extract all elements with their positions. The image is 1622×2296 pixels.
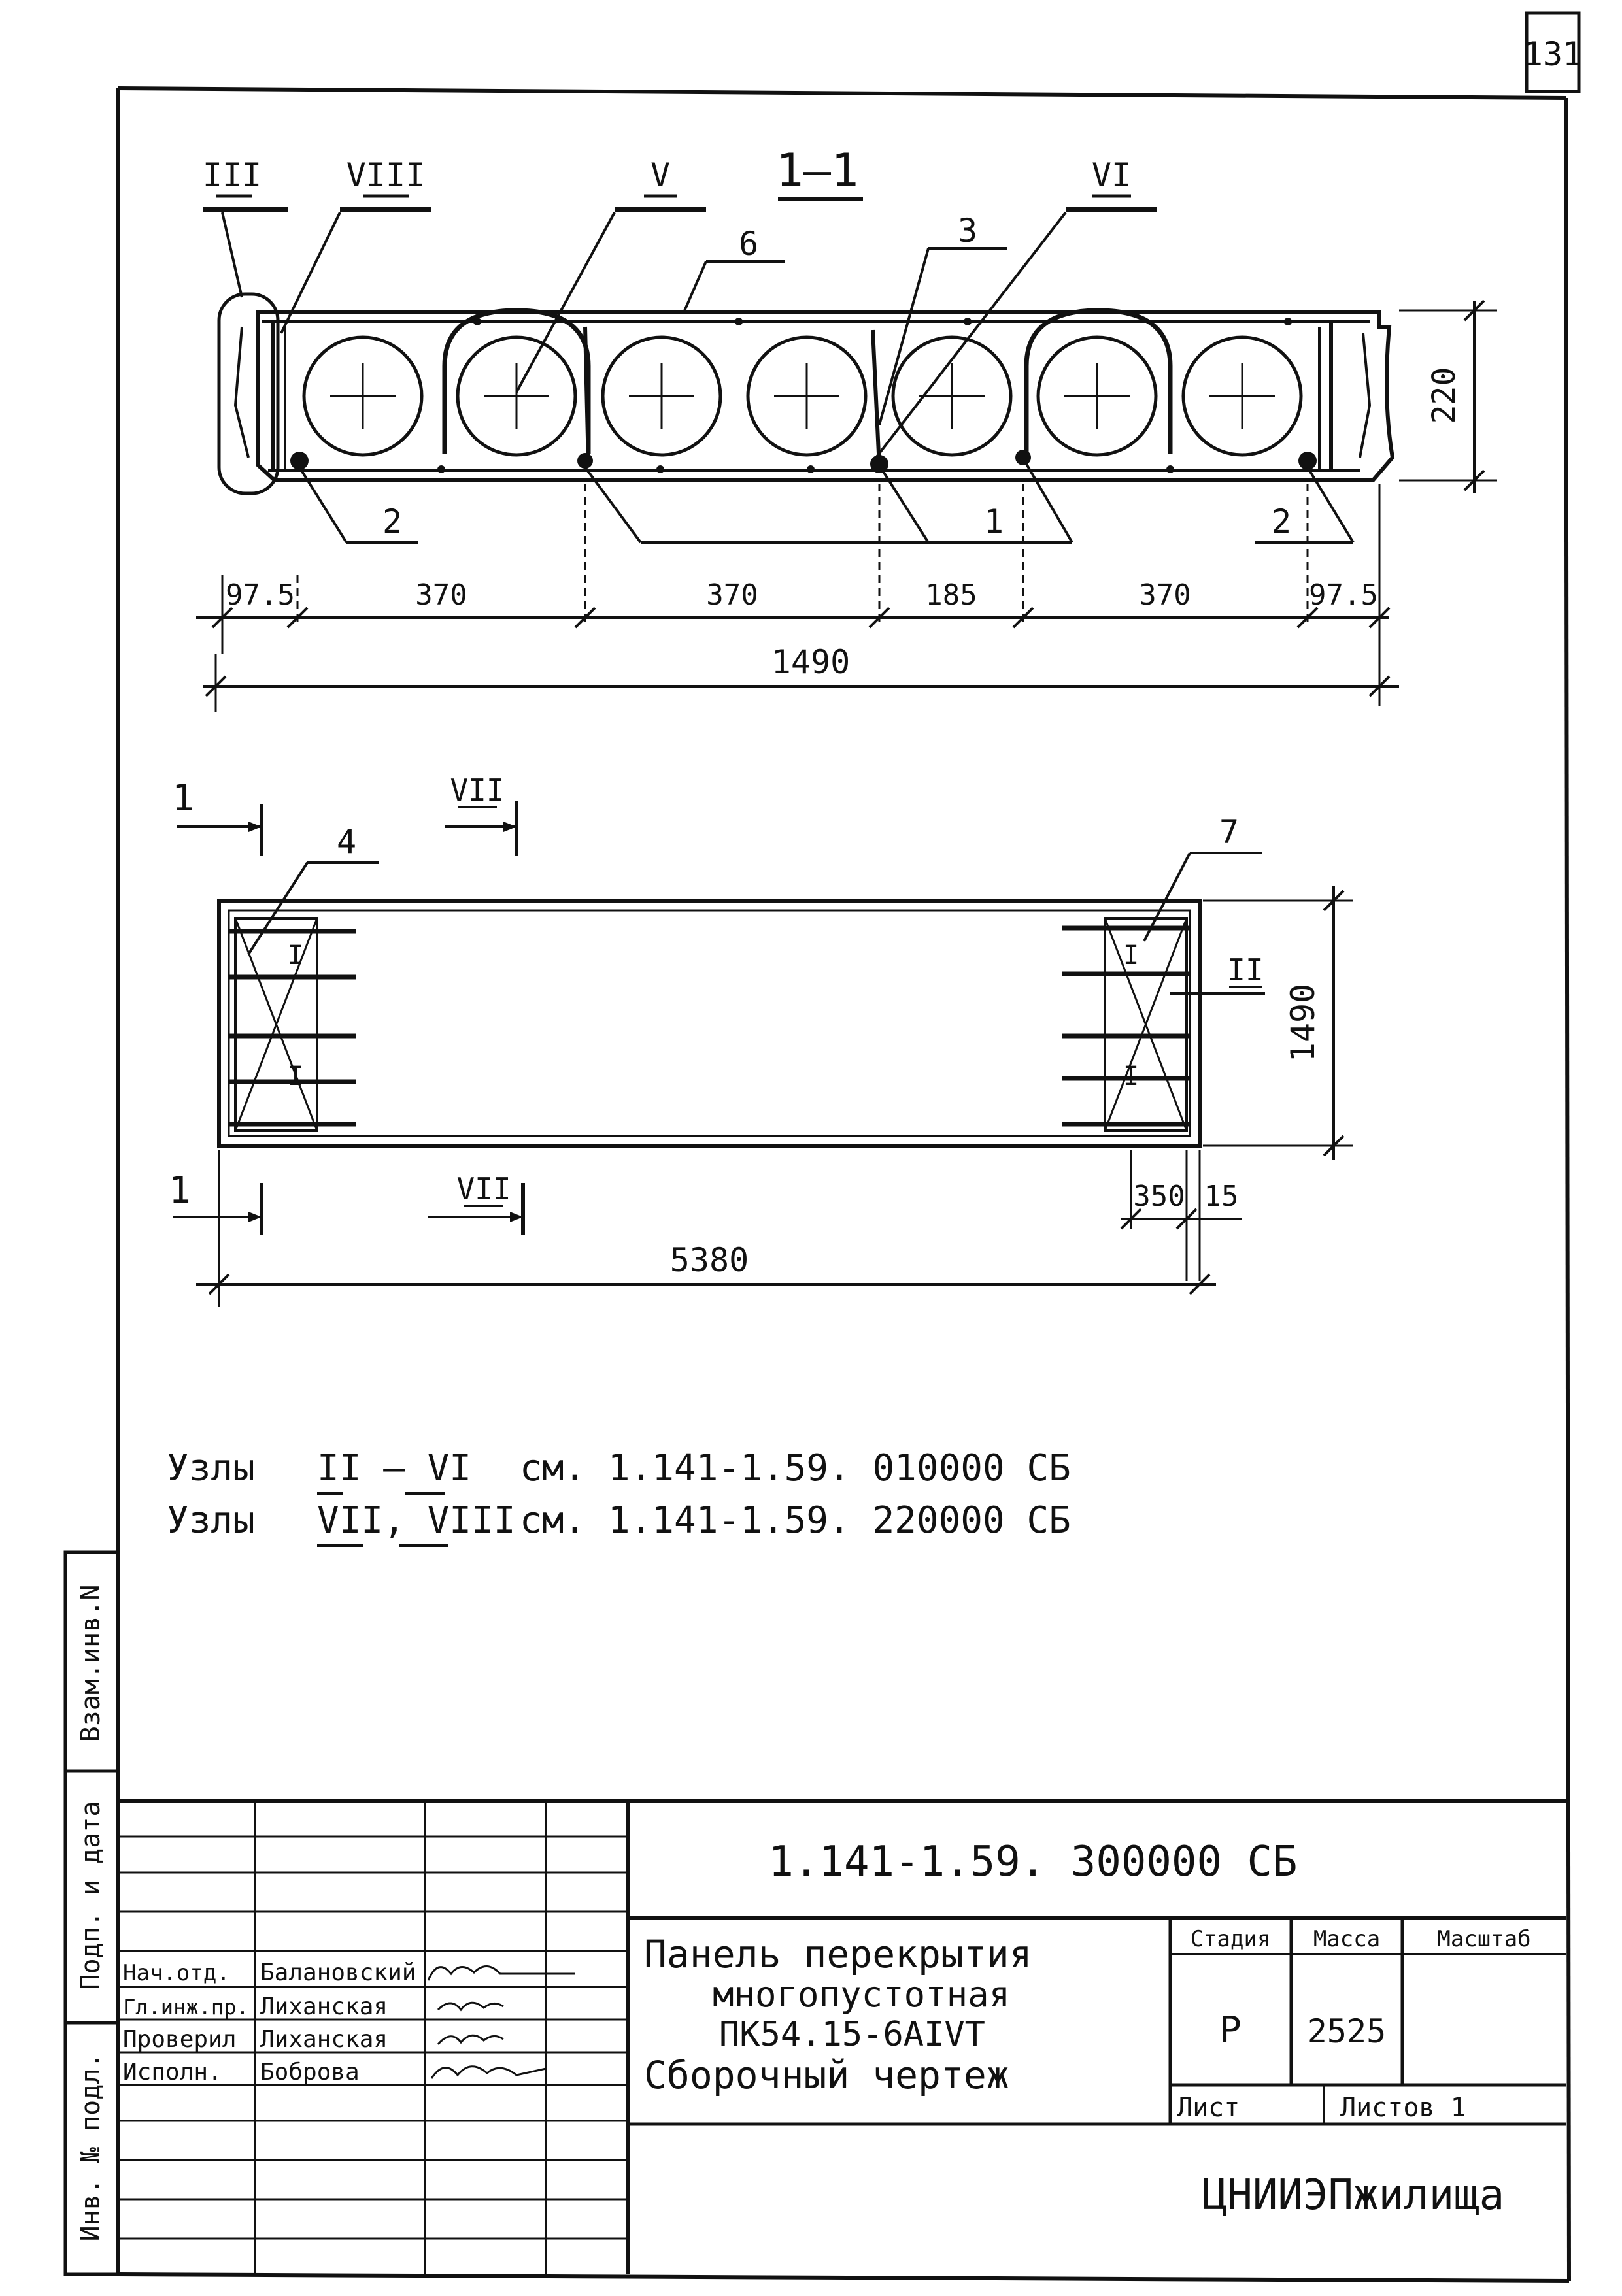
position-label-3: 3 bbox=[957, 212, 978, 250]
side-stamp bbox=[65, 1552, 118, 2274]
name-head-of-department: Балановский bbox=[260, 1959, 416, 1986]
plan-width-dim: 1490 bbox=[1284, 983, 1322, 1063]
mass-value: 2525 bbox=[1307, 2012, 1387, 2050]
note-1-nodes: II – VI bbox=[317, 1447, 472, 1489]
note-2-prefix: Узлы bbox=[167, 1499, 255, 1542]
stage-header: Стадия bbox=[1190, 1926, 1271, 1952]
mass-header: Масса bbox=[1313, 1926, 1381, 1952]
title-line-2: многопустотная bbox=[713, 1974, 1011, 2015]
slot-mark-right-1: I bbox=[1123, 940, 1140, 971]
section-dim-2: 370 bbox=[706, 578, 758, 612]
role-head-of-department: Нач.отд. bbox=[123, 1960, 230, 1986]
note-1-prefix: Узлы bbox=[167, 1447, 255, 1489]
sheet-number: 131 bbox=[1523, 35, 1583, 73]
handwritten-signatures bbox=[428, 1966, 575, 2078]
notes bbox=[167, 1447, 1071, 1546]
title-line-4: Сборочный чертеж bbox=[644, 2053, 1009, 2097]
node-callout-v: V bbox=[650, 156, 671, 194]
section-dim-right-edge: 97.5 bbox=[1309, 578, 1378, 612]
node-callout-viii: VIII bbox=[346, 156, 426, 194]
role-executed: Исполн. bbox=[123, 2059, 222, 2086]
sheets-count: Листов 1 bbox=[1340, 2093, 1466, 2123]
title-block bbox=[118, 1801, 1566, 2274]
plan-dim-15: 15 bbox=[1204, 1180, 1239, 1213]
position-label-6: 6 bbox=[738, 225, 759, 263]
title-line-3: ПК54.15-6АIVТ bbox=[719, 2015, 985, 2054]
node-callout-ii: II bbox=[1227, 952, 1264, 988]
sheet-label: Лист bbox=[1177, 2093, 1240, 2123]
node-callout-iii: III bbox=[202, 156, 262, 194]
sheet-number-box bbox=[1523, 13, 1582, 92]
position-label-4: 4 bbox=[336, 823, 357, 861]
position-label-7: 7 bbox=[1219, 813, 1240, 851]
section-1-1 bbox=[196, 144, 1497, 712]
slot-mark-right-2: I bbox=[1123, 1061, 1140, 1091]
title-line-1: Панель перекрытия bbox=[644, 1932, 1032, 1976]
cut-label-1-bottom: 1 bbox=[169, 1169, 191, 1212]
note-1-ref: см. 1.141-1.59. 010000 СБ bbox=[520, 1447, 1071, 1489]
position-label-1: 1 bbox=[983, 503, 1004, 541]
section-height-dim: 220 bbox=[1426, 367, 1462, 424]
position-label-2-right: 2 bbox=[1271, 503, 1292, 541]
side-stamp-inventory: Инв. № подл. bbox=[76, 2052, 106, 2242]
cut-label-vii-top: VII bbox=[450, 773, 505, 808]
section-total-width: 1490 bbox=[771, 643, 851, 681]
section-dim-3: 185 bbox=[925, 578, 977, 612]
plan-length: 5380 bbox=[669, 1241, 749, 1279]
organization: ЦНИИЭПжилища bbox=[1202, 2171, 1505, 2220]
slot-mark-left-1: I bbox=[287, 940, 304, 971]
note-2-ref: см. 1.141-1.59. 220000 СБ bbox=[520, 1499, 1071, 1542]
note-2-nodes: VII, VIII bbox=[317, 1499, 516, 1542]
scale-header: Масштаб bbox=[1437, 1926, 1531, 1952]
cut-label-1-top: 1 bbox=[172, 777, 194, 820]
document-code: 1.141-1.59. 300000 СБ bbox=[768, 1838, 1298, 1886]
name-checked: Лиханская bbox=[260, 2026, 388, 2053]
name-chief-engineer: Лиханская bbox=[260, 1993, 388, 2020]
section-dim-4: 370 bbox=[1139, 578, 1191, 612]
section-dim-left-edge: 97.5 bbox=[226, 578, 295, 612]
section-title: 1—1 bbox=[775, 144, 859, 197]
section-dim-1: 370 bbox=[415, 578, 467, 612]
plan-view bbox=[169, 773, 1353, 1307]
role-chief-engineer: Гл.инж.пр. bbox=[123, 1995, 249, 2020]
stage-value: Р bbox=[1219, 2009, 1242, 2052]
node-callout-vi: VI bbox=[1091, 156, 1132, 194]
slot-mark-left-2: I bbox=[287, 1061, 304, 1091]
side-stamp-replacement: Взам.инв.N bbox=[76, 1584, 106, 1742]
plan-dim-350: 350 bbox=[1133, 1180, 1185, 1213]
role-checked: Проверил bbox=[123, 2026, 237, 2053]
name-executed: Боброва bbox=[260, 2059, 360, 2086]
cut-label-vii-bottom: VII bbox=[456, 1171, 511, 1206]
position-label-2-left: 2 bbox=[382, 503, 403, 541]
side-stamp-signature-date: Подп. и дата bbox=[76, 1801, 106, 1990]
voids bbox=[304, 337, 1301, 455]
